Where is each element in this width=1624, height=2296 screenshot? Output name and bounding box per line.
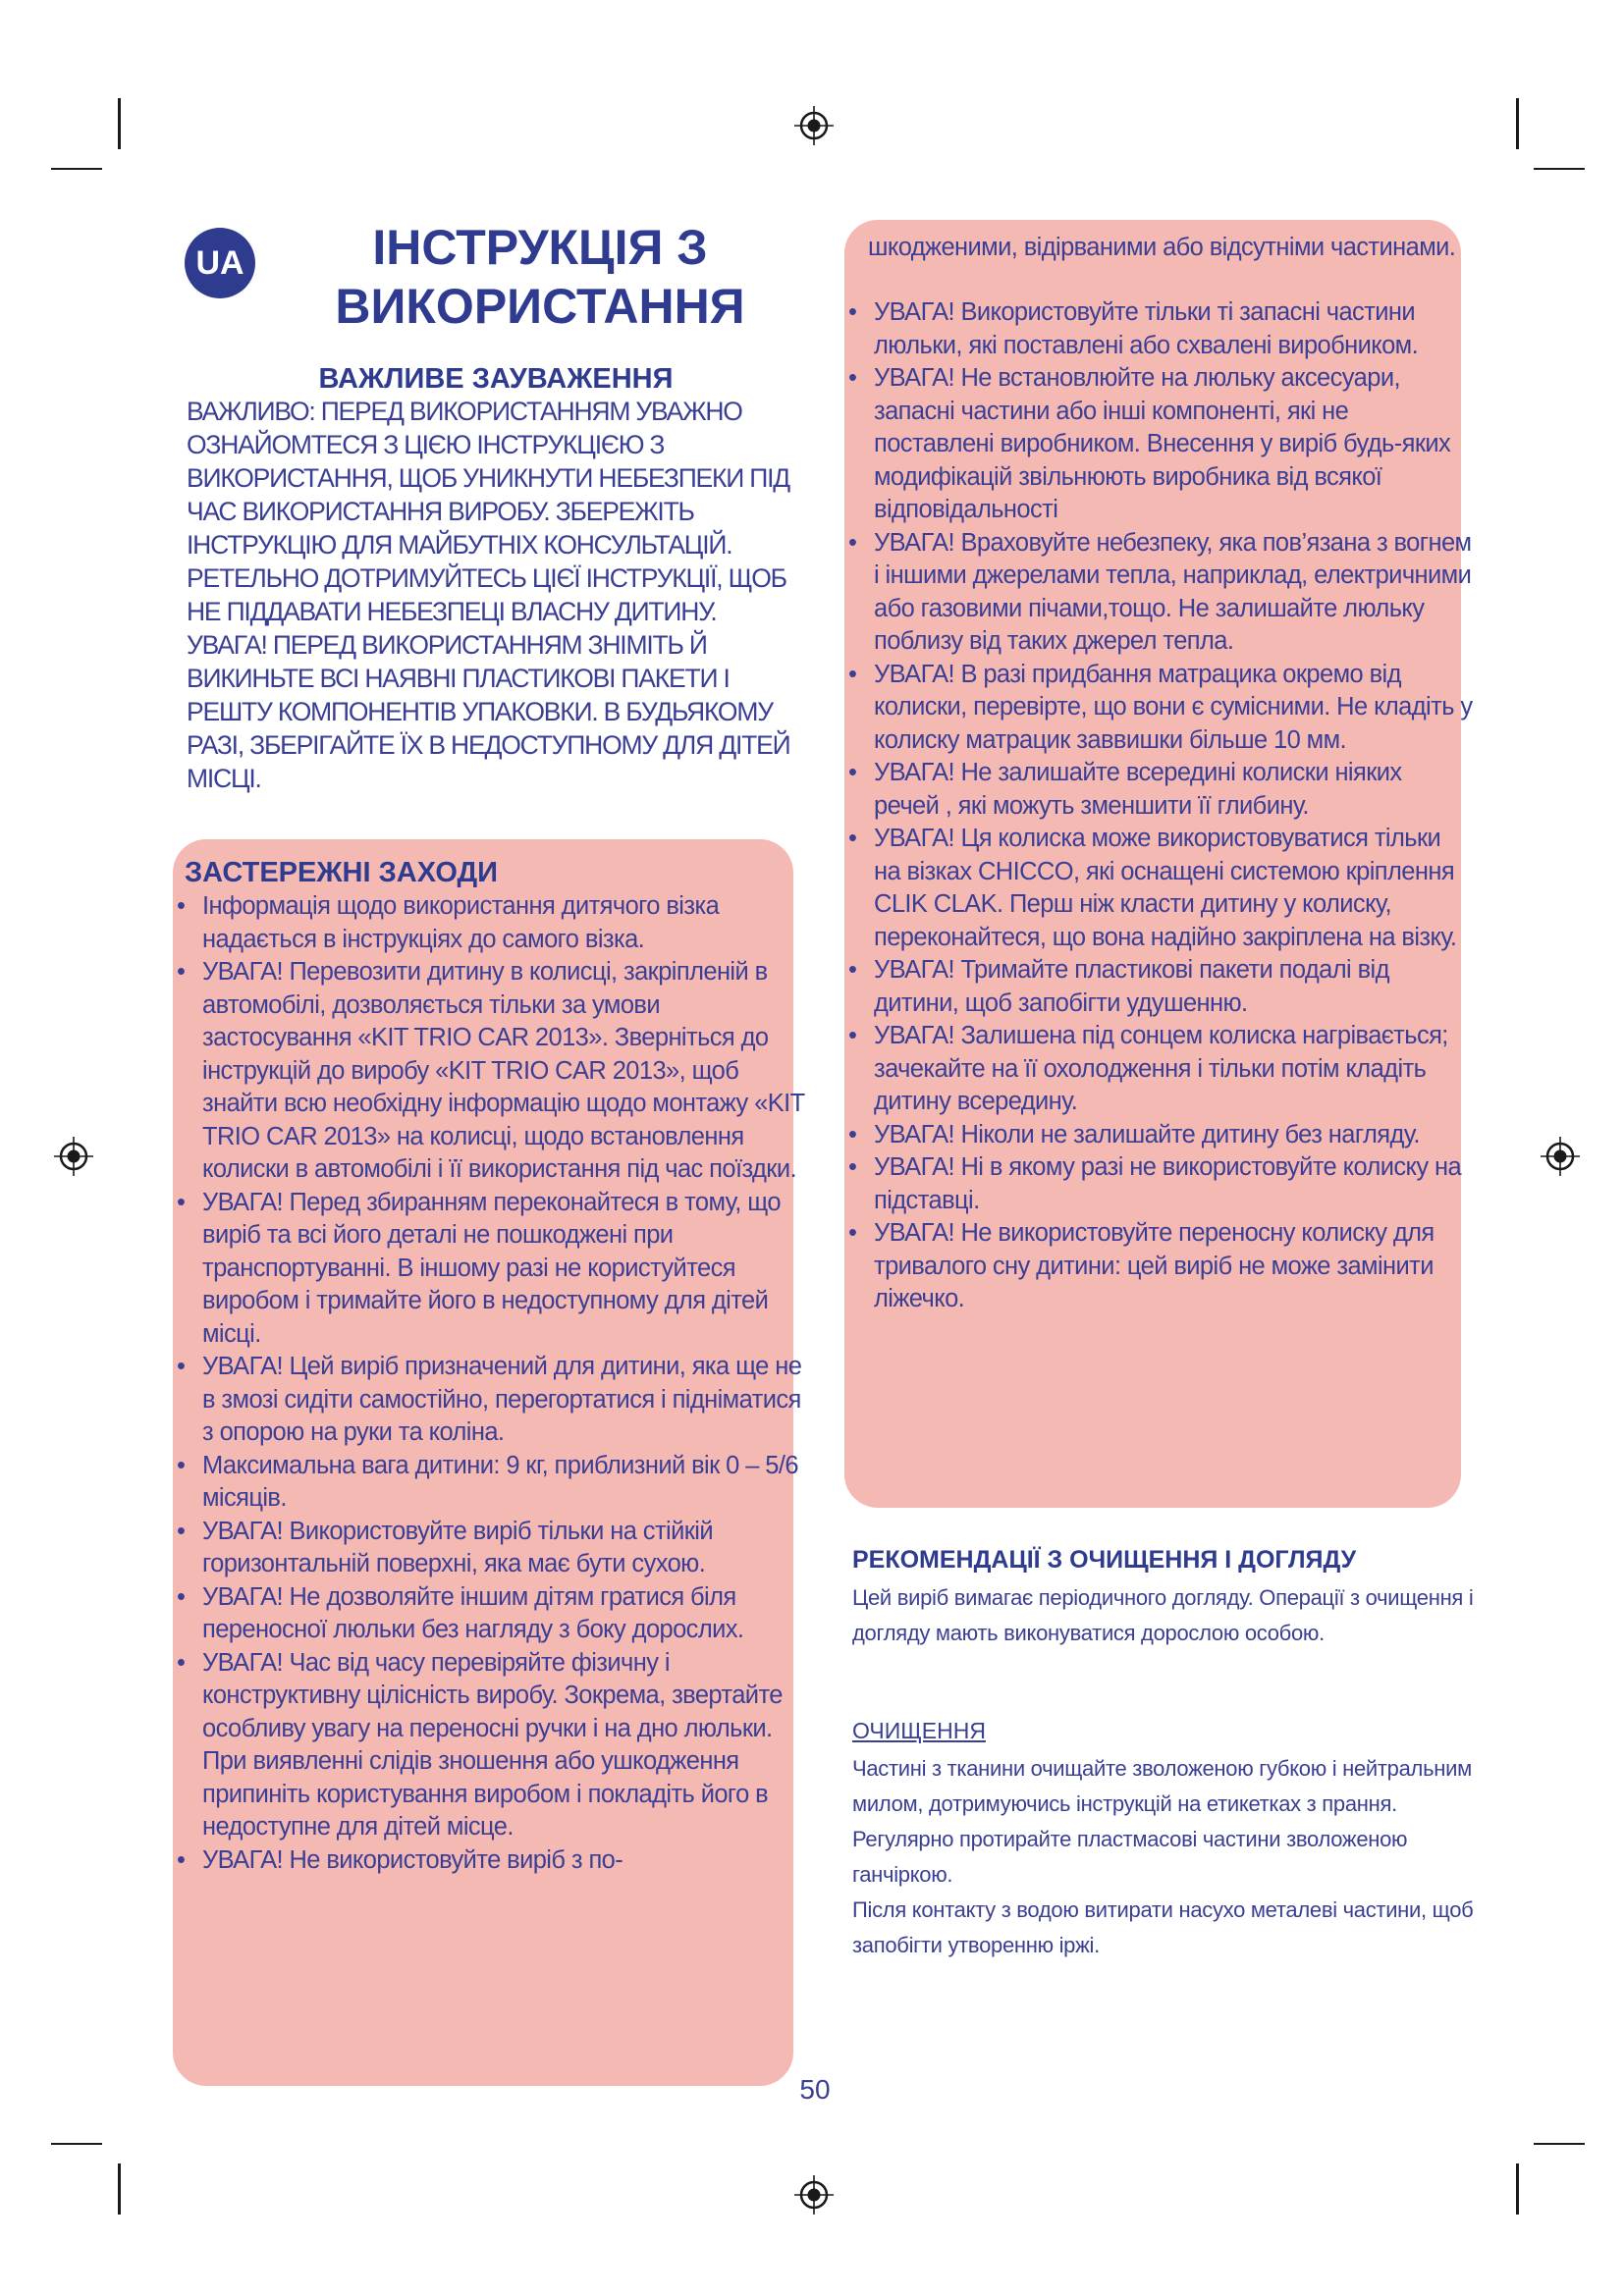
crop-mark-icon — [1516, 2163, 1519, 2215]
registration-mark-icon — [794, 106, 834, 145]
list-item: • УВАГА! Ніколи не залишайте дитину без нагляду. — [844, 1119, 1473, 1152]
care-heading: РЕКОМЕНДАЦІЇ З ОЧИЩЕННЯ І ДОГЛЯДУ — [852, 1546, 1357, 1574]
list-item: • Максимальна вага дитини: 9 кг, приблизний вік 0 – 5/6 місяців. — [173, 1450, 811, 1516]
care-intro-text: Цей виріб вимагає періодичного догляду. Операції з очищення і догляду мають виконуватися дорослою особою. — [852, 1585, 1474, 1645]
precautions-heading: ЗАСТЕРЕЖНІ ЗАХОДИ — [185, 857, 498, 888]
registration-mark-icon — [1541, 1137, 1580, 1176]
crop-mark-icon — [51, 2143, 102, 2145]
list-item: • УВАГА! Цей виріб призначений для дитини, яка ще не в змозі сидіти самостійно, перегортатися і підніматися з опорою на руки та коліна. — [173, 1351, 811, 1450]
cleaning-paragraph: Регулярно протирайте пластмасові частини зволоженою ганчіркою. — [852, 1827, 1408, 1887]
registration-mark-icon — [794, 2175, 834, 2215]
list-item: • УВАГА! В разі придбання матрацика окремо від колиски, перевірте, що вони є сумісними. Не кладіть у колиску матрацик заввишки більше 10 мм. — [844, 659, 1473, 758]
list-item: • УВАГА! Ця колиска може використовуватися тільки на візках CHICCO, які оснащені системою кріплення CLIK CLAK. Перш ніж класти дитину у колиску, переконайтеся, що вона надійно закріплена на візку. — [844, 823, 1473, 954]
crop-mark-icon — [118, 2163, 121, 2215]
title-line: ВИКОРИСТАННЯ — [335, 279, 745, 334]
list-item: • УВАГА! Перед збиранням переконайтеся в тому, що виріб та всі його деталі не пошкоджені при транспортуванні. В іншому разі не користуйтеся виробом і тримайте його в недоступному для дітей місці. — [173, 1187, 811, 1352]
list-item: • УВАГА! Використовуйте виріб тільки на стійкій горизонтальній поверхні, яка має бути сухою. — [173, 1516, 811, 1581]
crop-mark-icon — [1534, 168, 1585, 170]
list-item: • УВАГА! Час від часу перевіряйте фізичну і конструктивну цілісність виробу. Зокрема, звертайте особливу увагу на переносні ручки і на дно люльки. При виявленні слідів зношення або ушкодження припиніть користування виробом і покладіть його в недоступне для дітей місце. — [173, 1647, 811, 1844]
list-item: • Інформація щодо використання дитячого візка надається в інструкціях до самого візка. — [173, 890, 811, 956]
important-notice — [187, 395, 815, 795]
list-item: • УВАГА! Не залишайте всередині колиски ніяких речей , які можуть зменшити її глибину. — [844, 757, 1473, 823]
language-badge: UA — [185, 228, 255, 298]
important-heading: ВАЖЛИВЕ ЗАУВАЖЕННЯ — [318, 363, 674, 395]
title-line: ІНСТРУКЦІЯ З — [372, 220, 708, 275]
warning-paragraph: УВАГА! ПЕРЕД ВИКОРИСТАННЯМ ЗНІМІТЬ Й ВИКИНЬТЕ ВСІ НАЯВНІ ПЛАСТИКОВІ ПАКЕТИ І РЕШТУ КОМПОНЕНТІВ УПАКОВКИ. В БУДЬЯКОМУ РАЗІ, ЗБЕРІГАЙТЕ ЇХ В НЕДОСТУПНОМУ ДЛЯ ДІТЕЙ МІСЦІ. — [187, 630, 790, 793]
cleaning-heading: ОЧИЩЕННЯ — [852, 1718, 986, 1743]
list-item: • УВАГА! Не використовуйте виріб з по- — [173, 1844, 811, 1878]
list-item: • УВАГА! Залишена під сонцем колиска нагрівається; зачекайте на її охолодження і тільки потім кладіть дитину всередину. — [844, 1020, 1473, 1119]
list-item: • УВАГА! Не встановлюйте на люльку аксесуари, запасні частини або інші компоненті, які не поставлені виробником. Внесення у виріб будь-яких модифікацій звільнюють виробника від всякої відповідальності — [844, 362, 1473, 527]
list-item: • УВАГА! Не використовуйте переносну колиску для тривалого сну дитини: цей виріб не може замінити ліжечко. — [844, 1217, 1473, 1316]
page-number: 50 — [799, 2074, 831, 2105]
crop-mark-icon — [118, 98, 121, 149]
list-item: • УВАГА! Ні в якому разі не використовуйте колиску на підставці. — [844, 1151, 1473, 1217]
list-item: • УВАГА! Тримайте пластикові пакети подалі від дитини, щоб запобігти удушенню. — [844, 954, 1473, 1020]
important-paragraph: ВАЖЛИВО: ПЕРЕД ВИКОРИСТАННЯМ УВАЖНО ОЗНАЙОМТЕСЯ З ЦІЄЮ ІНСТРУКЦІЄЮ З ВИКОРИСТАННЯ, ЩОБ УНИКНУТИ НЕБЕЗПЕКИ ПІД ЧАС ВИКОРИСТАННЯ ВИРОБУ. ЗБЕРЕЖІТЬ ІНСТРУКЦІЮ ДЛЯ МАЙБУТНІХ КОНСУЛЬТАЦІЙ. РЕТЕЛЬНО ДОТРИМУЙТЕСЬ ЦІЄЇ ІНСТРУКЦІЇ, ЩОБ НЕ ПІДДАВАТИ НЕБЕЗПЕЦІ ВЛАСНУ ДИТИНУ. — [187, 397, 790, 626]
crop-mark-icon — [51, 168, 102, 170]
list-item: • УВАГА! Враховуйте небезпеку, яка пов’язана з вогнем і іншими джерелами тепла, наприклад, електричними або газовими пічами,тощо. Не залишайте люльку поблизу від таких джерел тепла. — [844, 527, 1473, 659]
list-item: • УВАГА! Не дозволяйте іншим дітям гратися біля переносної люльки без нагляду з боку дорослих. — [173, 1581, 811, 1647]
cleaning-paragraph: Частині з тканини очищайте зволоженою губкою і нейтральним милом, дотримуючись інструкцій на етикетках з прання. — [852, 1756, 1472, 1816]
care-intro — [852, 1580, 1481, 1651]
continued-text: шкодженими, відірваними або відсутніми частинами. — [868, 234, 1456, 261]
crop-mark-icon — [1516, 98, 1519, 149]
crop-mark-icon — [1534, 2143, 1585, 2145]
list-item: • УВАГА! Використовуйте тільки ті запасні частини люльки, які поставлені або схвалені виробником. — [844, 296, 1473, 362]
cleaning-text — [852, 1751, 1481, 1963]
page-title — [285, 218, 795, 336]
list-item: • УВАГА! Перевозити дитину в колисці, закріпленій в автомобілі, дозволяється тільки за умови застосування «KIT TRIO CAR 2013». Зверніться до інструкцій до виробу «KIT TRIO CAR 2013», щоб знайти всю необхідну інформацію щодо монтажу «KIT TRIO CAR 2013» на колисці, щодо встановлення колиски в автомобілі і її використання під час поїздки. — [173, 956, 811, 1187]
precautions-list — [173, 890, 811, 1877]
cleaning-paragraph: Після контакту з водою витирати насухо металеві частини, щоб запобігти утворенню іржі. — [852, 1897, 1474, 1957]
precautions-continued-list — [844, 296, 1473, 1316]
registration-mark-icon — [54, 1137, 93, 1176]
